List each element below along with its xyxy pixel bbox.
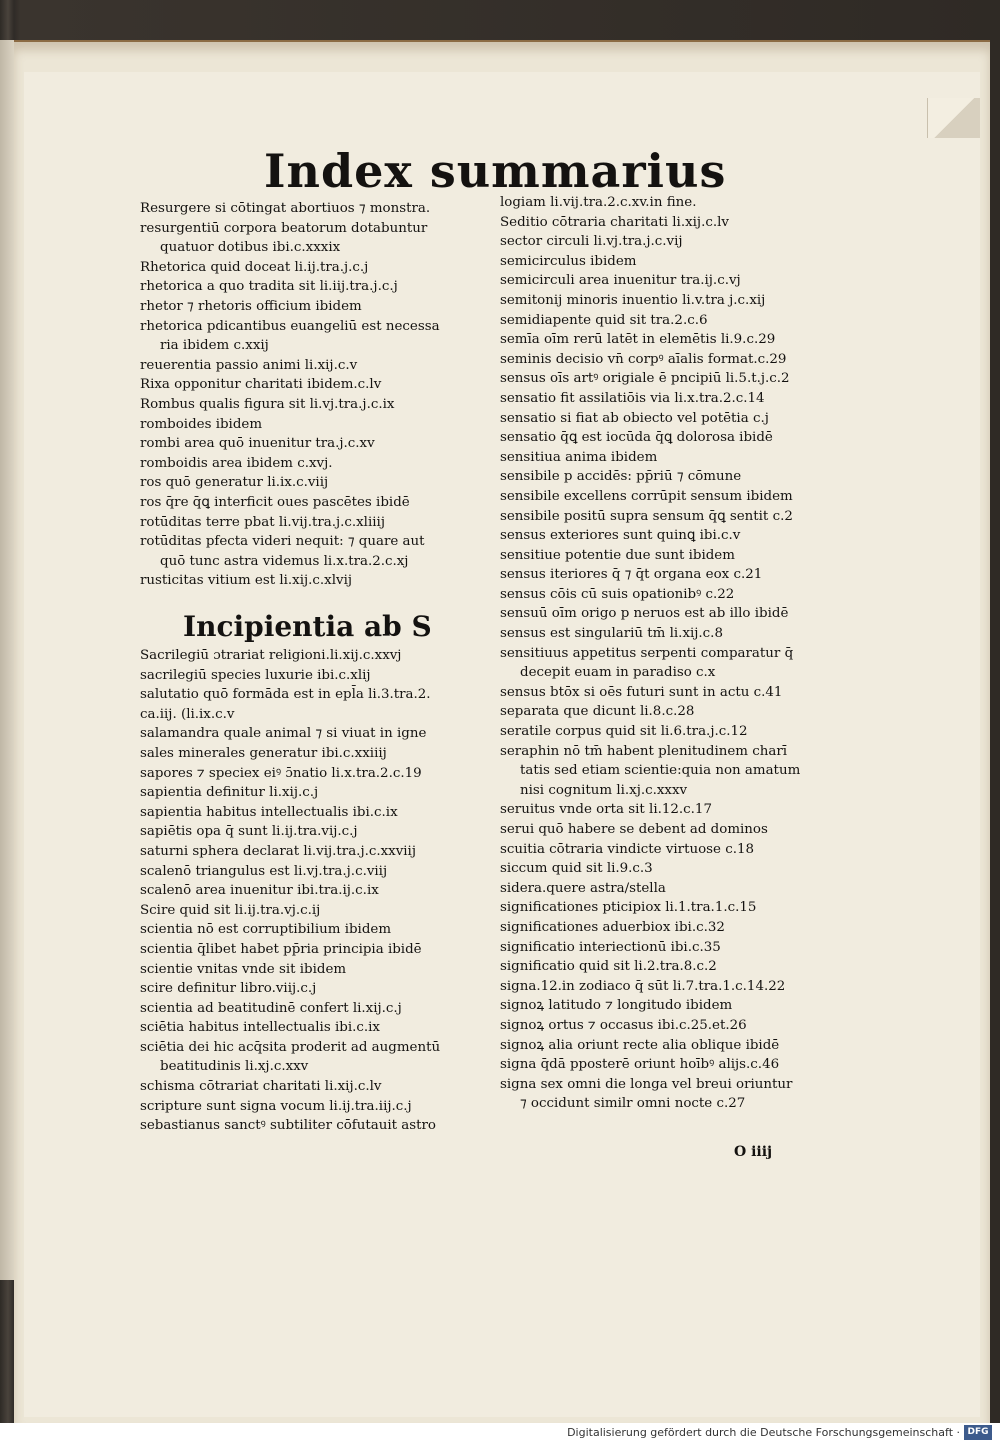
index-entry: romboides ibidem — [140, 416, 263, 432]
index-entry: ria ibidem c.xxij — [160, 338, 269, 354]
index-entry: decepit euam in paradiso c.x — [520, 665, 716, 681]
index-entry: separata que dicunt li.8.c.28 — [500, 704, 695, 720]
index-entry: significatio interiectionū ibi.c.35 — [500, 939, 721, 955]
index-entry: sensus exteriores sunt quinꝗ ibi.c.v — [500, 528, 741, 544]
index-entry: Resurgere si cōtingat abortiuos ⁊ monstra. — [140, 201, 431, 216]
index-entry: sebastianus sanctꝰ subtiliter cōfutauit astro — [140, 1118, 436, 1134]
index-entry: romboidis area ibidem c.xvj. — [140, 455, 333, 471]
index-entry: sensibile p accidēs: pp̄riū ⁊ cōmune — [500, 469, 742, 485]
dfg-logo: DFG — [964, 1425, 992, 1440]
index-entry: scuitia cōtraria vindicte virtuose c.18 — [500, 841, 754, 857]
index-entry: quō tunc astra videmus li.x.tra.2.c.xj — [160, 553, 409, 569]
page-title: Index summarius — [264, 144, 727, 198]
index-entry: sapiētis opa q̄ sunt li.ij.tra.vij.c.j — [140, 824, 358, 840]
index-entry: sapientia habitus intellectualis ibi.c.ix — [140, 804, 398, 820]
index-entry: sensatio si fiat ab obiecto vel potētia c.j — [500, 410, 769, 426]
page-signature: O iiij — [734, 1144, 773, 1160]
footer-credit: Digitalisierung gefördert durch die Deutsche Forschungsgemeinschaft · — [567, 1426, 960, 1439]
index-entry: Scire quid sit li.ij.tra.vj.c.ij — [140, 902, 321, 918]
index-entry: sensitiua anima ibidem — [500, 449, 658, 465]
index-entry: scientie vnitas vnde sit ibidem — [140, 961, 347, 977]
index-entry: scientia nō est corruptibilium ibidem — [140, 922, 392, 938]
index-entry: Sacrilegiū ɔtrariat religioni.li.xij.c.xxvj — [140, 648, 402, 663]
index-entry: scire definitur libro.viij.c.j — [140, 981, 317, 997]
index-entry: sensibile excellens corrūpit sensum ibidem — [500, 488, 793, 504]
index-entry: sensus iteriores q̄ ⁊ q̄t organa eox c.21 — [500, 567, 763, 583]
index-entry: sector circuli li.vj.tra.j.c.vij — [500, 234, 683, 250]
index-entry: siccum quid sit li.9.c.3 — [500, 861, 653, 877]
index-entry: rhetorica a quo tradita sit li.iij.tra.j.c.j — [140, 279, 398, 295]
index-entry: Seditio cōtraria charitati li.xij.c.lv — [500, 214, 729, 230]
index-entry: scientia q̄libet habet pp̄ria principia ibidē — [140, 941, 422, 957]
index-entry: significationes aduerbiox ibi.c.32 — [500, 919, 725, 935]
index-entry: tatis sed etiam scientie:quia non amatum — [520, 763, 801, 779]
index-entry: sensitiue potentie due sunt ibidem — [500, 547, 735, 563]
index-entry: sensus est singulariū tm̄ li.xij.c.8 — [500, 626, 723, 642]
index-entry: sensus oīs artꝰ origiale ē pncipiū li.5.t.j.c.2 — [500, 371, 790, 387]
index-entry: sidera.quere astra/stella — [500, 880, 666, 896]
index-entry: ⁊ occidunt similr omni nocte c.27 — [520, 1096, 746, 1112]
index-entry: signa q̄dā pposterē oriunt hoībꝰ alijs.c.46 — [500, 1057, 780, 1073]
index-entry: seratile corpus quid sit li.6.tra.j.c.12 — [500, 724, 748, 740]
index-entry: sciētia dei hic acq̄sita proderit ad augmentū — [140, 1039, 441, 1055]
index-entry: rhetor ⁊ rhetoris officium ibidem — [140, 298, 362, 314]
left-column-s-entries — [140, 646, 492, 1136]
index-entry: sacrilegiū species luxurie ibi.c.xlij — [140, 667, 371, 683]
index-entry: sensatio fit assilatiōis via li.x.tra.2.c.14 — [500, 390, 765, 406]
index-entry: semicirculi area inuenitur tra.ij.c.vj — [500, 273, 741, 289]
index-entry: salamandra quale animal ⁊ si viuat in igne — [140, 726, 427, 742]
index-entry: sensus btōx si oēs futuri sunt in actu c.41 — [500, 684, 783, 700]
index-entry: rombi area quō inuenitur tra.j.c.xv — [140, 436, 375, 452]
index-entry: salutatio quō formāda est in epl̄a li.3.tra.2. — [140, 687, 431, 703]
index-entry: scalenō area inuenitur ibi.tra.ij.c.ix — [140, 883, 379, 899]
index-entry: scientia ad beatitudinē confert li.xij.c.j — [140, 1000, 402, 1016]
index-entry: rhetorica pdicantibus euangeliū est necessa — [140, 318, 440, 334]
right-column-entries — [500, 193, 852, 1114]
index-entry: seraphin nō tm̄ habent plenitudinem charī — [500, 743, 788, 759]
index-entry: sensibile positū supra sensum q̄ꝗ sentit c.2 — [500, 508, 793, 524]
index-entry: sensus cōis cū suis opationibꝰ c.22 — [500, 586, 735, 602]
index-entry: ros quō generatur li.ix.c.viij — [140, 475, 329, 491]
index-entry: logiam li.vij.tra.2.c.xv.in fine. — [500, 195, 697, 210]
index-entry: scripture sunt signa vocum li.ij.tra.iij.c.j — [140, 1098, 412, 1114]
index-entry: seruitus vnde orta sit li.12.c.17 — [500, 802, 712, 818]
index-entry: sensuū oīm origo p neruos est ab illo ibidē — [500, 606, 789, 622]
index-entry: beatitudinis li.xj.c.xxv — [160, 1059, 309, 1075]
index-entry: signoꝝ latitudo ⁊ longitudo ibidem — [500, 998, 733, 1014]
index-entry: signoꝝ alia oriunt recte alia oblique ibidē — [500, 1037, 780, 1053]
index-entry: sapores ⁊ speciex eiꝰ ɔ̄natio li.x.tra.2.c.19 — [140, 765, 422, 781]
index-entry: semidiapente quid sit tra.2.c.6 — [500, 312, 708, 328]
page-corner-fold — [927, 98, 980, 138]
index-entry: sales minerales generatur ibi.c.xxiiij — [140, 745, 387, 761]
index-entry: rotūditas terre pbat li.vij.tra.j.c.xliiij — [140, 514, 385, 530]
index-entry: serui quō habere se debent ad dominos — [500, 822, 768, 837]
index-entry: ca.iij. (li.ix.c.v — [140, 706, 235, 722]
index-entry: Rixa opponitur charitati ibidem.c.lv — [140, 377, 382, 393]
index-entry: rusticitas vitium est li.xij.c.xlvij — [140, 573, 353, 589]
index-entry: scalenō triangulus est li.vj.tra.j.c.viij — [140, 863, 388, 879]
index-entry: Rombus qualis figura sit li.vj.tra.j.c.ix — [140, 396, 395, 412]
index-entry: rotūditas pfecta videri nequit: ⁊ quare aut — [140, 534, 425, 550]
section-heading: Incipientia ab S — [183, 610, 432, 643]
index-entry: reuerentia passio animi li.xij.c.v — [140, 357, 358, 373]
index-entry: signa.12.in zodiaco q̄ sūt li.7.tra.1.c.14.22 — [500, 978, 786, 994]
index-entry: resurgentiū corpora beatorum dotabuntur — [140, 220, 428, 236]
index-entry: significationes pticipiox li.1.tra.1.c.15 — [500, 900, 757, 916]
index-entry: saturni sphera declarat li.vij.tra.j.c.xxviij — [140, 843, 416, 859]
index-entry: semīa oīm rerū latēt in elemētis li.9.c.29 — [500, 332, 776, 348]
index-entry: signa sex omni die longa vel breui oriuntur — [500, 1076, 793, 1092]
index-entry: sapientia definitur li.xij.c.j — [140, 785, 319, 801]
index-entry: schisma cōtrariat charitati li.xij.c.lv — [140, 1079, 382, 1095]
index-entry: Rhetorica quid doceat li.ij.tra.j.c.j — [140, 259, 369, 275]
index-entry: semitonij minoris inuentio li.v.tra j.c.xij — [500, 292, 766, 308]
index-entry: significatio quid sit li.2.tra.8.c.2 — [500, 959, 717, 975]
index-entry: signoꝝ ortus ⁊ occasus ibi.c.25.et.26 — [500, 1017, 747, 1033]
index-entry: sensatio q̄ꝗ est iocūda q̄ꝗ dolorosa ibidē — [500, 430, 773, 446]
index-entry: ros q̄re q̄ꝗ interficit oues pascētes ibidē — [140, 494, 410, 510]
index-entry: sensitiuus appetitus serpenti comparatur q̄ — [500, 645, 794, 661]
index-entry: sciētia habitus intellectualis ibi.c.ix — [140, 1020, 380, 1036]
index-entry: nisi cognitum li.xj.c.xxxv — [520, 782, 688, 798]
index-entry: semicirculus ibidem — [500, 253, 637, 269]
left-column-r-entries — [140, 199, 492, 591]
index-entry: seminis decisio vn̄ corpꝰ aīalis format.c.29 — [500, 351, 787, 367]
index-entry: quatuor dotibus ibi.c.xxxix — [160, 240, 341, 256]
footer-bar — [0, 1423, 1000, 1443]
